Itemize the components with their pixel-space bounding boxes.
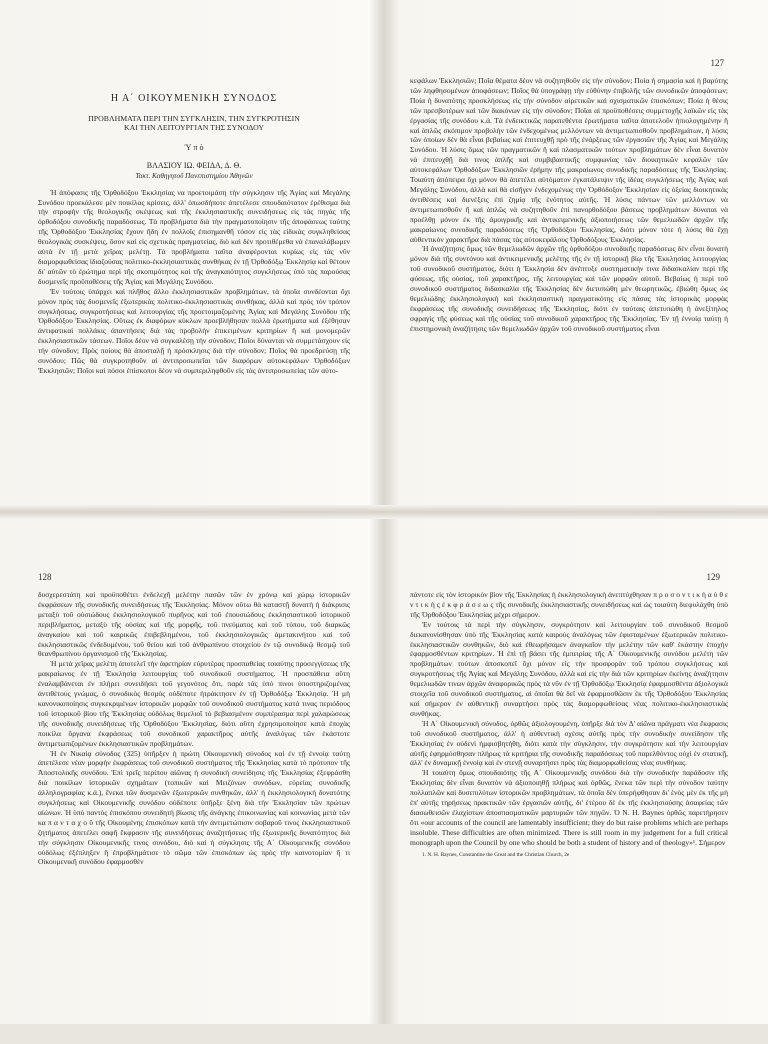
page-bottom-left	[38, 590, 350, 1042]
paragraph: Ἡ ἀναζήτησις ὅμως τῶν θεμελιωδῶν ἀρχῶν τῆς ὀρθοδόξου συνοδικῆς παραδόσεως δὲν εἶναι δυνατὴ μόνον διὰ τῆς συντόνου καὶ ἀντικειμενικῆς μελέτης τῆς ἐν τῇ ἱστορικῇ βίῳ τῆς Ἐκκλησίας λειτουργίας τοῦ συνοδικοῦ συστήματος, διότι ἡ Ἐκκλησία δὲν ἀνέπτυξε συστηματικήν τινα διδασκαλίαν περὶ τῆς φύσεως, τῆς οὐσίας, τοῦ χαρακτῆρος, τῆς λειτουργίας καὶ τῶν μορφῶν αὐτοῦ. Βεβαίως ἡ περὶ τοῦ συνοδικοῦ συστήματος διδασκαλία τῆς Ἐκκλησίας δὲν διετυπώθη μὲν θεωρητικῶς, ἐβιώθη ὅμως ὡς θεμελιώδης ἐκκλησιολογικὴ καὶ ἐκκλησιαστικὴ πραγματικότης εἰς πάσας τὰς ἱστορικὰς μορφὰς ἐκφράσεως τῆς συνοδικῆς συνειδήσεως τῆς Ἐκκλησίας, διότι ἐν ταύταις ἀπετυπώθη ἡ ἀνεξίτηλος σφραγὶς τῆς φύσεως καὶ τῆς οὐσίας τοῦ συνοδικοῦ χαρακτῆρος τῆς Ἐκκλησίας. Ἐν τῇ ἐννοίᾳ ταύτῃ ἡ ἐπιστημονικὴ ἀναζήτησις τῶν θεμελιωδῶν ἀρχῶν τοῦ συνοδικοῦ συστήματος εἶναι	[410, 244, 728, 333]
footnote: 1. N. H. Baynes, Constantine the Great and the Christian Church, 2e	[422, 851, 570, 858]
paragraph: Ἐν τούτοις τὰ περὶ τὴν σύγκλησιν, συγκρότησιν καὶ λειτουργίαν τοῦ συνοδικοῦ θεσμοῦ διεκανονίσθησαν ὑπὸ τῆς Ἐκκλησίας κατὰ καιροὺς ἀναλόγως τῶν ἐφισταμένων ἐξωτερικῶν πολιτικο-ἐκκλησιαστικῶν συνθηκῶν, διὸ καὶ ἐθεωρήσαμεν ἀναγκαῖον τὴν μελέτην τῶν καθ' ἑκάστην ἐποχὴν ἐφαρμοσθέντων κριτηρίων. Ἡ ἐπὶ τῇ βάσει τῆς ἐμπειρίας τῆς Α΄ Οἰκουμενικῆς συνόδου μελέτη τῶν προβλημάτων τούτων ἀποσκοπεῖ ὄχι μόνον εἰς τὴν προσφορὰν τοῦ τρόπου συγκλήσεως καὶ συγκροτήσεως τῆς Ἁγίας καὶ Μεγάλης Συνόδου, ἀλλὰ καὶ εἰς τὴν διὰ τῶν κριτηρίων ἐκείνης ἀναζήτησιν θεμελιωδῶν τινων ἀρχῶν ἀναφορικῶς πρὸς τὰ νῦν ἐν τῇ Ὀρθοδόξῳ Ἐκκλησίᾳ ἐφαρμοσθέντα ἀξιολογικὰ στοιχεῖα τοῦ συνοδικοῦ συστήματος, αἱ ὁποῖαι θὰ δεῖ νὰ ἐφαρμοσθῶσιν ἐκ τῆς Ὀρθοδόξου Ἐκκλησίας καὶ σήμερον ἐν αὐθεντικῇ συναρτήσει πρὸς τὰς διαμορφωθείσας νέας πολιτικο-ἐκκλησιαστικὰς συνθήκας.	[410, 619, 728, 718]
author-name: ΒΛΑΣΙΟΥ ΙΩ. ΦΕΙΔΑ, Δ. Θ.	[146, 160, 242, 170]
page-number: 127	[710, 58, 724, 68]
paragraph: κεφάλων Ἐκκλησιῶν; Ποῖα θέματα δέον νὰ συζητηθοῦν εἰς τὴν σύνοδον; Ποία ἡ σημασία καὶ ἡ βαρύτης τῶν ληφθησομένων ἀποφάσεων; Ποῖος θὰ ὑπογράψῃ τὴν εὐθύνην ἐπιβολῆς τῶν συνοδικῶν ἀποφάσεων; Ποία ἡ δυνατότης προσκλήσεως εἰς τὴν σύνοδον αἱρετικῶν καὶ σχισματικῶν ἐπισκόπων; Ποία ἡ θέσις τῶν πρεσβυτέρων καὶ τῶν διακόνων εἰς τὴν σύνοδον; Ποῖαι αἱ προϋποθέσεις συμμετοχῆς λαϊκῶν εἰς τὰς ἐργασίας τῆς συνόδου κ.ά. Τὰ ἐνδεικτικῶς παρατεθέντα ἐρωτήματα ταῦτα ἀποτελοῦν ἠπιολογημένην ἢ καὶ ἁπλῶς σκόπιμον προβολὴν τῶν ἐνδεχομένως μελλόντων νὰ ἀντιμετωπισθοῦν προβλημάτων, ἡ λύσις τῶν ὁποίων δὲν θὰ εἶναι βεβαίως καὶ ἐπιτευχθῇ πρὸ τῆς ἐνάρξεως τῶν ἐργασιῶν τῆς Ἁγίας καὶ Μεγάλης Συνόδου. Ἡ λύσις ὅμως τῶν πραγματικῶν ἢ καὶ πλασματικῶν τούτων προβλημάτων δὲν εἶναι δυνατὸν νὰ ἐπιτευχθῇ διὰ τινος ἁπλῆς καὶ συμβιβαστικῆς συμφωνίας τῶν διοικητικῶν κεφαλῶν τῶν αὐτοκεφάλων Ὀρθοδόξων Ἐκκλησιῶν ἐρήμην τῆς μακραίωνος συνοδικῆς παραδόσεως τῆς Ἐκκλησίας. Τοιαύτη ἀπόπειρα ὄχι μόνον θὰ ἀπετέλει αὐτόματον ἐγκατάλειψιν τῆς ἰδέας συγκλήσεως τῆς Ἁγίας καὶ Μεγάλης Συνόδου, ἀλλὰ καὶ θὰ εἰσῆγεν ἐνδεχομένως τὴν Ὀρθόδοξον Ἐκκλησίαν εἰς ὀξείας διοικητικὰς ἀντιθέσεις καὶ διενέξεις ἐπὶ ζημίᾳ τῆς ἑνότητος αὐτῆς. Ἡ λύσις πάντων τῶν μελλόντων νὰ ἀντιμετωπισθοῦν ἢ καὶ ἁπλῶς νὰ συζητηθοῦν ἐπὶ πανορθοδόξου βάσεως προβλημάτων δύναται νὰ προέλθῃ μόνον ἐκ τῆς ἀμοιγρικῆς καὶ ἀντικειμενικῆς ἀξιοποιήσεως τῶν θεμελιωδῶν ἀρχῶν τῆς μακραίωνος συνοδικῆς παραδόσεως τῆς Ὀρθοδόξου Ἐκκλησίας, διότι μόνον τότε ἡ λύσις θὰ ἔχῃ αὐθεντικὸν χαρακτῆρα διὰ πάσας τὰς αὐτοκεφάλους Ὀρθοδόξους Ἐκκλησίας.	[410, 76, 728, 244]
page-bottom-right	[410, 590, 728, 1044]
article-title: Η Α΄ ΟΙΚΟΥΜΕΝΙΚΗ ΣΥΝΟΔΟΣ	[110, 93, 278, 104]
subtitle-line-1: ΠΡΟΒΛΗΜΑΤΑ ΠΕΡΙ ΤΗΝ ΣΥΓΚΛΗΣΙΝ, ΤΗΝ ΣΥΓΚΡΟΤΗΣΙΝ	[88, 113, 300, 123]
author-by-label: Ὑ π ὸ	[184, 142, 204, 152]
paragraph: Ἡ τοιαύτη ὅμως σπουδαιότης τῆς Α΄ Οἰκουμενικῆς συνόδου διὰ τὴν συνοδικὴν παράδοσιν τῆς Ἐκκλησίας δὲν εἶναι δυνατὸν νὰ ἀξιοποιηθῇ πλήρως καὶ ὀρθῶς, ἕνεκα τῶν περὶ τὴν σύνοδον ταύτην πολλαπλῶν καὶ δυσεπιλύτων ἱστορικῶν προβλημάτων, τὰ ὁποῖα δὲν ὑπερήφθησαν δι' ἑνὸς μὲν ἐκ τῆς μὴ ἐπ' αὐτῆς τηρήσεως πρακτικῶν τῶν ἐργασιῶν αὐτῆς, δι' ἑτέρου δὲ ἐκ τῆς ἐκκλησιούσης ἀσαφείας τῶν διασωθεισῶν ἐλαχίστων ἀποσπασματικῶν μαρτυριῶν τῶν πηγῶν. Ὁ Ν. Η. Baynes ὀρθῶς παρετήρησεν ὅτι «our accounts of the council are lamentably insufficient; they do but raise problems which are perhaps insoluble. These difficulties are often minimized. There is still room in my judgement for a full critical monograph upon the Council by one who should be both a student of history and of theology»¹. Σήμερον	[410, 768, 728, 847]
paragraph: Ἡ μετὰ χεῖρας μελέτη ἀποτελεῖ τὴν ἀφετηρίαν εὐρυτέρας προσπαθείας τοιαύτης προσεγγίσεως τῆς μακραίωνος ἐν τῇ Ἐκκλησίᾳ λειτουργίας τοῦ συνοδικοῦ συστήματος. Ἡ προσπάθεια αὕτη ἐναλαμβάνεται ἐν πλήρει συνειδήσει τοῦ γεγονότος ὅτι, παρὰ τὰς ὑπὸ πινοι ὑποστηριζομένας ἀντιθέτους γνώμας, ὁ συνοδικὸς θεσμὸς οὐδέποτε ἠτράκτησεν ἐν τῇ Ὀρθοδόξῳ Ἐκκλησίᾳ. Ἡ μὴ κανονικοποίησις συγκεκριμένων ἱστορικῶν μορφῶν τοῦ συνοδικοῦ συστήματος κατά τινας περιόδους τοῦ ἱστορικοῦ βίου τῆς Ἐκκλησίας οὐδόλως θεμελιοῖ τὸ βεβιασμένον συμπέρασμα περὶ χαλαρώσεως τῆς συνοδικῆς συνειδήσεως τῆς Ὀρθοδόξου Ἐκκλησίας, διότι αὕτη ἐχρησιμοποίησε κατὰ ἐποχὰς ποικίλα ὄργανα ἐκφράσεως τοῦ συνοδικοῦ χαρακτῆρος αὐτῆς ἀναλόγως τῶν ἑκάστοτε ἀντιμετωπιζομένων ἐκκλησιαστικῶν προβλημάτων.	[38, 659, 350, 748]
paragraph: Ἡ ἐν Νικαίᾳ σύνοδος (325) ὑπῆρξεν ἡ πρώτη Οἰκουμενικὴ σύνοδος καὶ ἐν τῇ ἐννοίᾳ ταύτῃ ἀπετέλεσε νέαν μορφὴν ἐκφράσεως τοῦ συνοδικοῦ συστήματος τῆς Ἐκκλησίας κατὰ τὸ πρότυπον τῆς Ἀποστολικῆς συνόδου. Ἐπὶ τρεῖς περίπου αἰῶνας ἡ συνοδικὴ συνείδησις τῆς Ἐκκλησίας ἐξεφράσθη διὰ ποικίλων ἱστορικῶν σχημάτων (τοπικῶν καὶ Μειζόνων συνόδων, εὐρείας συνοδικῆς ἀλληλογραφίας κ.ά.), ἕνεκα τῶν δυσμενῶν ἐξωτερικῶν συνθηκῶν, ἀλλ' ἡ ἐκκλησιολογικὴ δυνατότης συγκλήσεως καὶ Οἰκουμενικῆς συνόδου οὐδέποτε ὑπῆρξε ξένη διὰ τὴν Ἐκκλησίαν τῶν πρώτων αἰώνων. Ἡ ὑπὸ παντὸς ἐπισκόπου συνειδητὴ βίωσις τῆς ἀνάγκης ἐπικοινωνίας καὶ κοινωνίας μετὰ τῶν κα π α ν τ α χ ο ῦ τῆς Οἰκουμένης ἐπισκόπων κατὰ τὴν ἀντιμετώπισιν σοβαροῦ τινος ἐκκλησιαστικοῦ ζητήματος ἀπετέλει σαφῆ ἔκφρασιν τῆς συνειδήσεως ἀναζητήσεως τῆς ἐξωτερικῆς δυνατότητος διὰ τὴν σύγκλησιν Οἰκουμενικῆς τινος συνόδου, διὸ καὶ ἡ σύγκλησις τῆς Α΄ Οἰκουμενικῆς συνόδου οὐδόλως ἐξέπληξεν ἢ ἐπροβλημάτισε τὸ σῶμα τῶν ἐπισκόπων ὡς πρὸς τὴν καινοτομίαν ἤ τι Οἰκουμενικῆ συνόδου ἐφαρμοσθὲν	[38, 748, 350, 867]
page-number: 129	[706, 572, 720, 582]
paragraph: Ἡ Α΄ Οἰκουμενικὴ σύνοδος, ὀρθῶς ἀξιολογουμένη, ὑπῆρξε διὰ τὸν Δ' αἰῶνα πράγματι νέα ἔκφρασις τοῦ συνοδικοῦ συστήματος, ἀλλ' ἡ αὐθεντικὴ σχέσις αὐτῆς πρὸς τὴν συνοδικὴν συνείδησιν τῆς Ἐκκλησίας ἐν οὐδενὶ ἠμφισβητήθη, διότι κατὰ τὴν σύγκλησιν, τὴν συγκρότησιν καὶ τὴν λειτουργίαν αὐτῆς ἐφηρμόσθησαν πλήρως τὰ κριτήρια τῆς συνοδικῆς παραδόσεως τοῦ παρελθόντος οὐχὶ ἐν στατικῇ, ἀλλ' ἐν δυναμικῇ ἐννοίᾳ καὶ ἐν στενῇ συναρτήσει πρὸς τὰς διαμορφωθείσας νέας συνθήκας.	[410, 718, 728, 768]
paragraph: Ἡ ἀπόφασις τῆς Ὀρθοδόξου Ἐκκλησίας να προετοιμάση τὴν σύγκλησιν τῆς Ἁγίας καὶ Μεγάλης Συνόδου προεκάλεσε μὲν ποικίλας κρίσεις, ἀλλ' ὁπωσδήποτε ἀπετέλεσε σπουδαιότατον ἐρέθισμα διὰ τὴν στροφὴν τῆς θεολογικῆς σκέψεως καὶ τῆς ἐκκλησιαστικῆς συνειδήσεως εἰς τὰς πηγὰς τῆς ὀρθοδόξου συνοδικῆς παραδόσεως. Τὰ προβλήματα διὰ τὴν πραγματοποίησιν τῆς ἀποφάσεως ταύτης τῆς Ὀρθοδόξου Ἐκκλησίας ἔχουν ἤδη ἐν πολλοῖς ἐπισημανθῆ τόσον εἰς τὰς εἰδικὰς συγκληθείσας θεολογικὰς συσκέψεις, ὅσον καὶ εἰς σχετικὰς πραγματείας, διὸ καὶ δὲν προτιθέμεθα νὰ ἐπαναλάβωμεν αὐτὰ ἐν τῇ μετὰ χεῖρας μελέτῃ. Τὰ προβλήματα ταῦτα ἀναφέρονται κυρίως εἰς τὰς νῦν διαμορφωθείσας ἰδιαζούσας πολιτικο-ἐκκλησιαστικὰς συνθήκας ἐν τῇ Ὀρθοδόξῳ Ἐκκλησίᾳ καὶ θέτουν δι' αὐτῶν τὸ ἐρώτημα περὶ τῆς σκοπιμότητος καὶ τῆς ἀναγκαιότητος συγκλήσεως ὑπὸ τὰς παρούσας δυσμενεῖς προϋποθέσεις τῆς Ἁγίας καὶ Μεγάλης Συνόδου.	[38, 187, 350, 286]
subtitle-line-2: ΚΑΙ ΤΗΝ ΛΕΙΤΟΥΡΓΙΑΝ ΤΗΣ ΣΥΝΟΔΟΥ	[123, 123, 265, 133]
page-top-left	[38, 88, 350, 500]
article-subtitle	[38, 114, 350, 133]
author-affiliation: Τακτ. Καθηγητοῦ Πανεπιστημίου Ἀθηνῶν	[135, 171, 253, 180]
page-number: 128	[38, 572, 52, 582]
paragraph: πάντοτε εἰς τὸν ἱστορικὸν βίον τῆς Ἐκκλησίας ἡ ἐκκλησιολογικὴ ἀνεπτύχθησαν π ρ ο σ ο ν τ ι κ ὴ α ὐ θ ε ν τ ι κ ὴ ς ἐ κ φ ρ ά σ ε ω ς τῆς συνοδικῆς ἐκκλησιαστικῆς συνειδήσεως καὶ ὡς τοιαύτη διεφυλάχθη ὑπὸ τῆς Ὀρθοδόξου Ἐκκλησίας μέχρι σήμερον.	[410, 590, 728, 619]
page-top-right	[410, 76, 728, 520]
paragraph: δυσχερεστάτη καὶ προϋποθέτει ἐνδελεχῆ μελέτην πασῶν τῶν ἐν χρόνῳ καὶ χώρῳ ἱστορικῶν ἐκφράσεων τῆς συνοδικῆς συνειδήσεως τῆς Ἐκκλησίας. Μόνον οὕτω θὰ καταστῇ δυνατὴ ἡ διάκρισις μεταξὺ τοῦ οὐσιώδους ἐκκλησιολογικοῦ πυρῆνος καὶ τοῦ ἐπουσιώδους ἐκκλησιαστικοῦ ἱστορικοῦ περιβλήματος, μεταξὺ τῆς οὐσίας καὶ τῆς μορφῆς, τοῦ πνεύματος καὶ τοῦ τύπου, τοῦ διαρκῶς ἀναγκαίου καὶ τοῦ καιρικῶς ἐπιβεβλημένου, τοῦ ἐκκλησιολογικῶς ἀμετακινήτου καὶ τοῦ ἐκκλησιαστικῶς ἐνδεδυμένου, τοῦ θείου καὶ τοῦ ἀνθρωπίνου στοιχείου ἐν τῷ συνοδικῷ θεσμῷ τοῦ θεανθρωπίνου ὀργανισμοῦ τῆς Ἐκκλησίας.	[38, 590, 350, 659]
paragraph: Ἐν τούτοις ὑπάρχει καὶ πλῆθος ἄλλο ἐκκλησιαστικῶν προβλημάτων, τὰ ὁποῖα συνδέονται ὄχι μόνον πρὸς τὰς δυσμενεῖς ἐξωτερικὰς πολιτικο-ἐκκλησιαστικὰς συνθήκας, ἀλλὰ καὶ πρὸς τὸν τρόπον συγκλήσεως, συγκροτήσεως καὶ λειτουργίας τῆς προετοιμαζομένης Ἁγίας καὶ Μεγάλης Συνόδου τῆς Ὀρθοδόξου Ἐκκλησίας. Οὕτως ἐκ διαφόρων κύκλων προεβλήθησαν πολλὰ ἐρωτήματα καὶ ἐξέθησαν ἀντιφατικαὶ πολλάκις ἀπαντήσεις διὰ τὰς προβολὴν ἐπικειμένων κριτηρίων ἢ καὶ μονομερῶν ἐκκλησιαστικῶν τάσεων. Ποῖοι δέον νὰ συγκαλέσῃ τὴν σύνοδον; Ποῖοι δύνανται νὰ συμμετάσχουν εἰς τὴν σύνοδον; Πρὸς ποίους θὰ ἀποσταλῇ ἡ πρόσκλησις διὰ τὴν σύνοδον; Ποῖος θὰ προεδρεύσῃ τῆς συνόδου; Πῶς θὰ συγκροτηθοῦν αἱ ἀντιπροσωπεῖαι τῶν διαφόρων αὐτοκεφάλων Ὀρθοδόξων Ἐκκλησιῶν; Ποῖοι καὶ πόσοι ἐπίσκοποι δέον νὰ συμπεριληφθοῦν εἰς τὰς ἀντιπροσωπείας τῶν αὐτο-	[38, 286, 350, 375]
